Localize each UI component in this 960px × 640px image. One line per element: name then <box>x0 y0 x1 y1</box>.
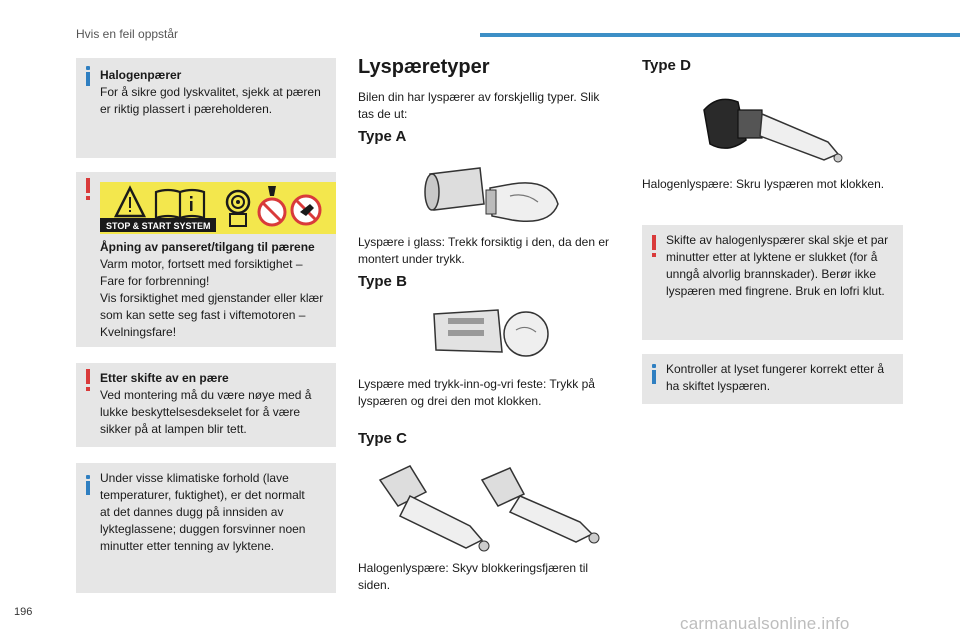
box-text: Ved montering må du være nøye med å lukke beskyttelsesdekselet for å være sikker på at lampen blir tett. <box>100 388 312 436</box>
type-b-text: Lyspære med trykk-inn-og-vri feste: Trykk på lyspæren og drei den mot klokken. <box>358 377 595 408</box>
box-text: Under visse klimatiske forhold (lave temperaturer, fuktighet), er det normalt at det dannes dugg på innsiden av lykteglassene; duggen forsvinner noen minutter etter tenning av lyktene. <box>100 471 306 553</box>
section-intro: Bilen din har lyspærer av forskjellig typer. Slik tas de ut: <box>358 90 600 121</box>
type-b-bulb-image <box>428 300 553 370</box>
fan-spiral-icon <box>227 191 249 226</box>
box-title: Halogenpærer <box>100 68 182 82</box>
type-a-title: Type A <box>358 128 407 145</box>
type-d-text: Halogenlyspære: Skru lyspæren mot klokken. <box>642 177 885 191</box>
header-accent-bar <box>480 33 960 37</box>
info-icon <box>86 66 90 86</box>
type-c-bulb-image <box>370 460 610 555</box>
page-number: 196 <box>14 606 33 618</box>
info-box-halogen <box>76 58 336 158</box>
no-hands-icon <box>259 186 285 225</box>
warning-box-halogen <box>642 225 903 340</box>
type-c-text: Halogenlyspære: Skyv blokkeringsfjæren til siden. <box>358 561 589 592</box>
warning-icon <box>652 235 656 257</box>
watermark: carmanualsonline.info <box>680 614 850 633</box>
no-reach-icon <box>292 196 320 224</box>
info-icon <box>86 475 90 495</box>
box-text: For å sikre god lyskvalitet, sjekk at pæren er riktig plassert i pæreholderen. <box>100 85 321 116</box>
section-title: Lyspæretyper <box>358 56 490 78</box>
pictogram-strip <box>100 182 336 234</box>
box-text: Varm motor, fortsett med forsiktighet – Fare for forbrenning! Vis forsiktighet med gjenstander eller klær som kan sette seg fast i viftemotoren – Kvelningsfare! <box>100 257 324 339</box>
type-a-bulb-image <box>420 154 565 232</box>
warning-icon <box>86 369 90 391</box>
page-header-title: Hvis en feil oppstår <box>76 27 179 41</box>
warning-box-hood <box>76 172 336 347</box>
warning-box-after-change <box>76 363 336 447</box>
info-icon <box>652 364 656 384</box>
info-box-condensation <box>76 463 336 593</box>
warning-triangle-icon <box>116 188 144 216</box>
type-a-text: Lyspære i glass: Trekk forsiktig i den, da den er montert under trykk. <box>358 235 610 266</box>
manual-book-icon <box>156 190 204 218</box>
box-title: Etter skifte av en pære <box>100 371 229 385</box>
info-box-check-light <box>642 354 903 404</box>
type-d-bulb-image <box>698 90 848 170</box>
safety-pictograms <box>100 182 336 234</box>
type-c-title: Type C <box>358 430 407 447</box>
box-title: Åpning av panseret/tilgang til pærene <box>100 240 315 254</box>
type-b-title: Type B <box>358 273 407 290</box>
stop-start-label: STOP & START SYSTEM <box>106 221 211 231</box>
box-text: Kontroller at lyset fungerer korrekt etter å ha skiftet lyspæren. <box>666 362 885 393</box>
box-text: Skifte av halogenlyspærer skal skje et par minutter etter at lyktene er slukket (for å unngå alvorlig brannskader). Berør ikke lyspæren med fingrene. Bruk en lofri klut. <box>666 233 889 298</box>
type-d-title: Type D <box>642 57 691 74</box>
warning-icon <box>86 178 90 200</box>
